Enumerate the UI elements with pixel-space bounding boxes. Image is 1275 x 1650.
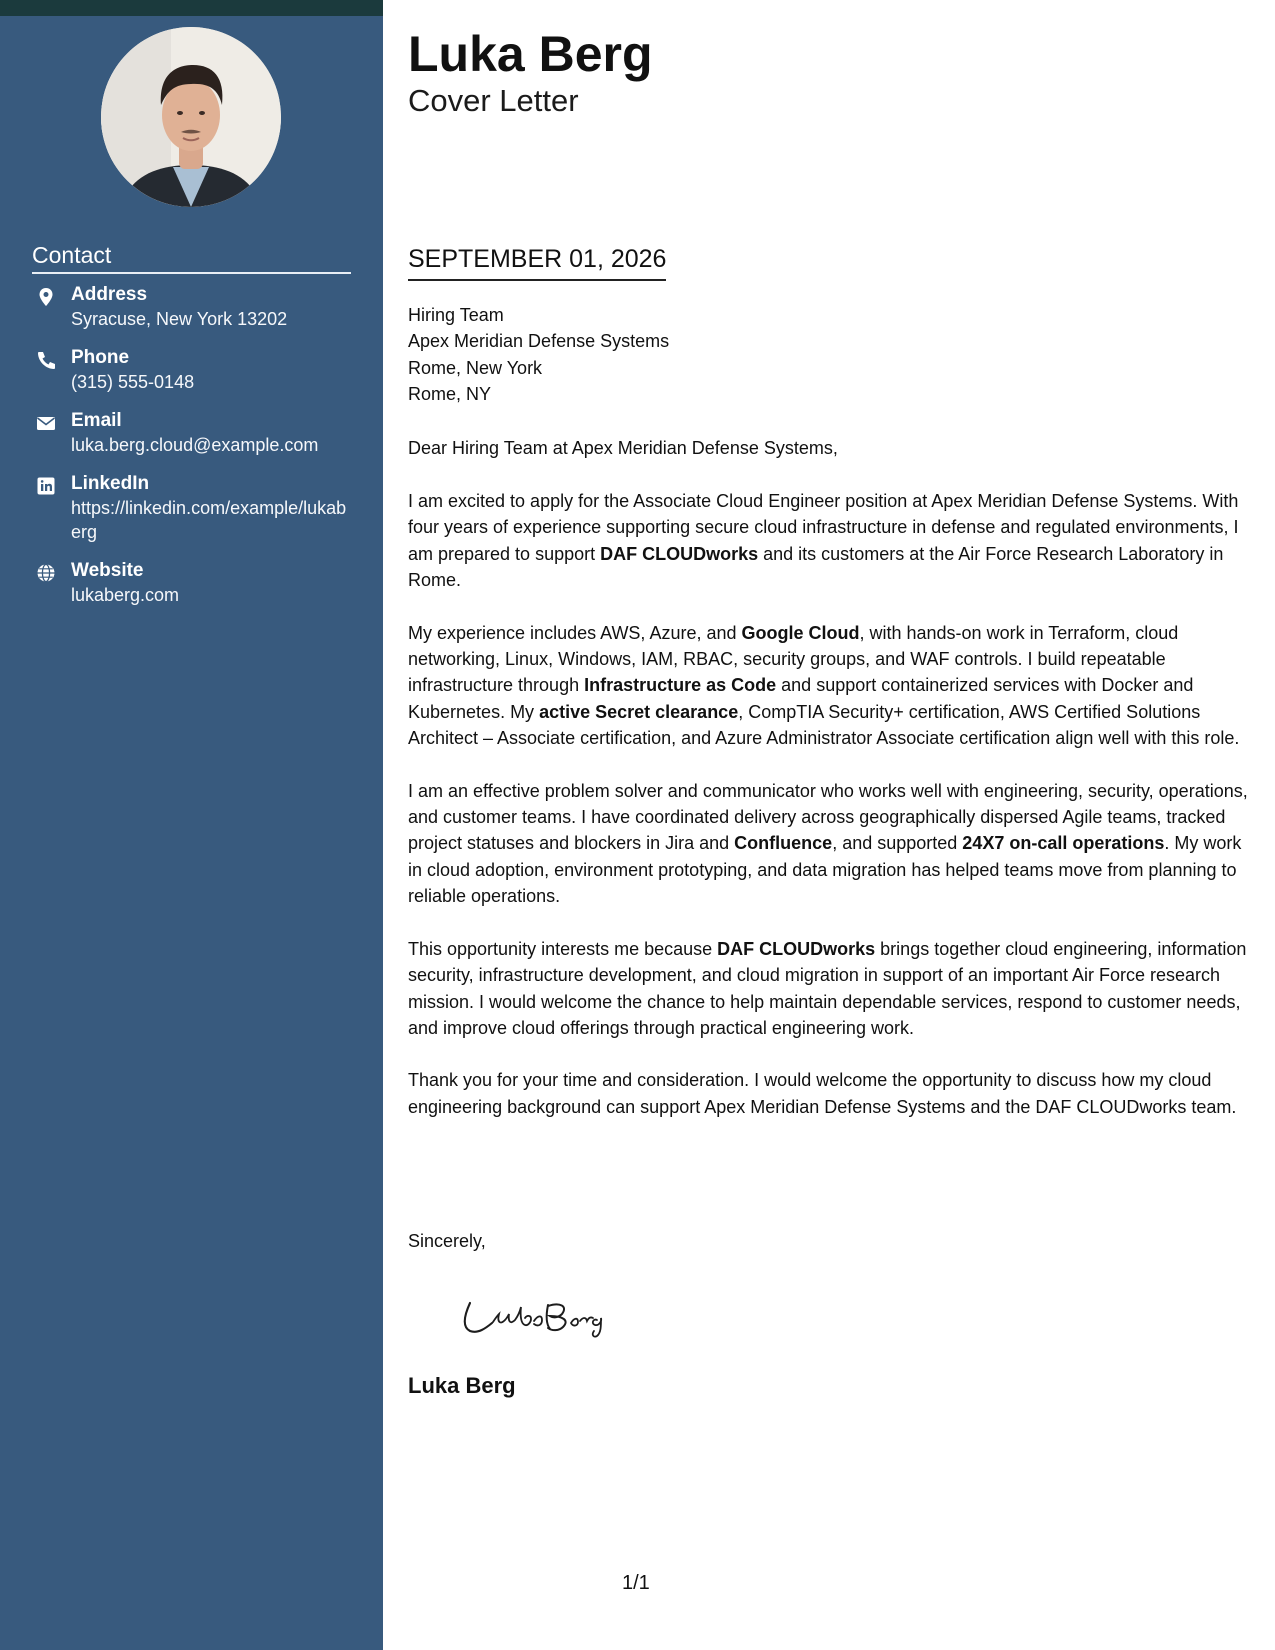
- paragraph-bold-text: Infrastructure as Code: [584, 675, 777, 696]
- paragraph-bold-text: DAF CLOUDworks: [600, 543, 759, 564]
- paragraph-text: , CompTIA Security+ certification, AWS Certified Solutions Architect – Associate certification, and Azure Administrator Associate certification align well with this role.: [408, 701, 1240, 749]
- page-title: Luka Berg: [408, 26, 653, 82]
- letter-closing: Sincerely,: [408, 1231, 486, 1251]
- letter-greeting: Dear Hiring Team at Apex Meridian Defense Systems,: [408, 438, 838, 458]
- paragraph-text: This opportunity interests me because: [408, 938, 718, 959]
- paragraph-text: . My work in cloud adoption, environment prototyping, and data migration has helped teams move from planning to reliable operations.: [408, 833, 1242, 907]
- avatar: [101, 27, 281, 207]
- letter-paragraph: [408, 778, 1248, 910]
- letter-paragraph: [408, 488, 1248, 594]
- linkedin-icon: [36, 476, 56, 496]
- contact-value[interactable]: https://linkedin.com/example/lukaberg: [71, 498, 347, 542]
- letter-date: SEPTEMBER 01, 2026: [408, 243, 666, 281]
- paragraph-bold-text: 24X7 on-call operations: [962, 833, 1165, 854]
- signed-name: Luka Berg: [408, 1373, 516, 1398]
- recipient-line: Rome, New York: [408, 357, 543, 378]
- contact-phone: [32, 346, 352, 394]
- mail-icon: [36, 413, 56, 433]
- paragraph-text: , and supported: [832, 833, 963, 854]
- contact-label: Address: [71, 284, 148, 305]
- paragraph-text: and support containerized services with Docker and Kubernetes. My: [408, 675, 1194, 722]
- paragraph-bold-text: Confluence: [734, 833, 833, 854]
- recipient-line: Apex Meridian Defense Systems: [408, 331, 670, 352]
- contact-address: [32, 283, 352, 331]
- contact-heading: Contact: [32, 240, 351, 274]
- letter-paragraph: [408, 1067, 1248, 1120]
- contact-list: [32, 283, 352, 622]
- page-number: 1/1: [622, 1572, 650, 1594]
- map-pin-icon: [36, 287, 56, 307]
- paragraph-text: , with hands-on work in Terraform, cloud networking, Linux, Windows, IAM, RBAC, security groups, and WAF controls. I build repeatable infrastructure through: [408, 622, 1179, 696]
- contact-label: Website: [71, 560, 144, 581]
- letter-paragraph: [408, 936, 1248, 1042]
- recipient-line: Rome, NY: [408, 384, 492, 405]
- paragraph-bold-text: DAF CLOUDworks: [717, 938, 876, 959]
- recipient-line: Hiring Team: [408, 305, 504, 325]
- paragraph-text: and its customers at the Air Force Research Laboratory in Rome.: [408, 543, 1224, 591]
- letter-paragraph: [408, 620, 1248, 752]
- contact-website: [32, 559, 352, 607]
- contact-value: (315) 555-0148: [71, 372, 195, 392]
- contact-label: Email: [71, 410, 122, 431]
- profile-photo: [101, 27, 281, 207]
- sidebar: [0, 0, 383, 1650]
- contact-label: Phone: [71, 347, 130, 368]
- recipient-block: [408, 302, 669, 408]
- page-subtitle: Cover Letter: [408, 83, 579, 118]
- contact-label: LinkedIn: [71, 473, 150, 494]
- contact-value[interactable]: lukaberg.com: [71, 585, 180, 605]
- paragraph-text: brings together cloud engineering, information security, infrastructure development, and cloud migration in support of an important Air Force research mission. I would welcome the chance to help maintain dependable services, respond to customer needs, and improve cloud offerings through practical engineering work.: [408, 938, 1247, 1038]
- contact-value: luka.berg.cloud@example.com: [71, 435, 319, 455]
- letter-body: [408, 488, 1248, 1146]
- phone-icon: [36, 350, 56, 370]
- paragraph-bold-text: Google Cloud: [741, 622, 860, 643]
- handwritten-signature: [452, 1283, 632, 1343]
- sidebar-top-bar: [0, 0, 383, 16]
- contact-linkedin: [32, 472, 352, 544]
- globe-icon: [36, 563, 56, 583]
- paragraph-text: I am excited to apply for the Associate Cloud Engineer position at Apex Meridian Defense Systems. With four years of experience supporting secure cloud infrastructure in defense and regulated environments, I am prepared to support: [408, 491, 1239, 564]
- paragraph-text: My experience includes AWS, Azure, and: [408, 622, 742, 643]
- contact-email: [32, 409, 352, 457]
- paragraph-bold-text: active Secret clearance: [539, 701, 739, 722]
- contact-value: Syracuse, New York 13202: [71, 309, 288, 329]
- paragraph-text: I am an effective problem solver and communicator who works well with engineering, security, operations, and customer teams. I have coordinated delivery across geographically dispersed Agile teams, tracked project statuses and blockers in Jira and: [408, 780, 1248, 854]
- paragraph-text: Thank you for your time and consideration. I would welcome the opportunity to discuss how my cloud engineering background can support Apex Meridian Defense Systems and the DAF CLOUDworks team.: [408, 1070, 1237, 1117]
